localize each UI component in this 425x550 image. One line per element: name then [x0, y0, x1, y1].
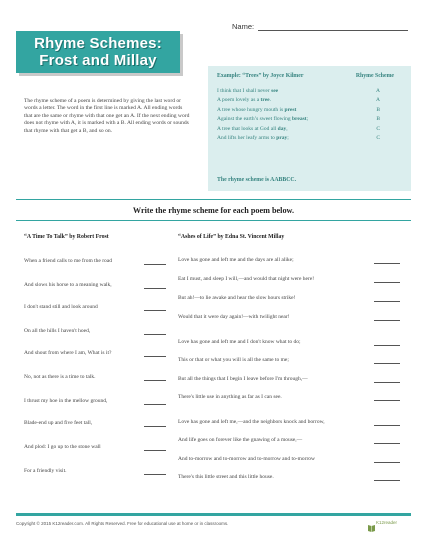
poem-line: For a friendly visit. — [24, 468, 67, 474]
poem-line: When a friend calls to me from the road — [24, 258, 112, 264]
rhyme-answer-blank[interactable] — [144, 426, 166, 427]
rhyme-answer-blank[interactable] — [374, 320, 400, 321]
example-line — [217, 126, 402, 135]
rhyme-scheme-heading: Rhyme Scheme — [355, 73, 394, 79]
rhyme-word: prest — [284, 106, 297, 113]
logo-text: K12reader — [376, 520, 398, 525]
rhyme-answer-blank[interactable] — [374, 301, 400, 302]
title-line-1: Rhyme Schemes: — [34, 35, 162, 52]
rhyme-answer-blank[interactable] — [374, 282, 400, 283]
poem-line: I don't stand still and look around — [24, 304, 98, 310]
rhyme-answer-blank[interactable] — [144, 474, 166, 475]
poem-line: I thrust my hoe in the mellow ground, — [24, 398, 108, 404]
example-line-text: A tree that looks at God all day, — [217, 125, 288, 132]
rhyme-word: pray — [276, 134, 288, 141]
rhyme-answer-blank[interactable] — [144, 264, 166, 265]
example-title: Example: “Trees” by Joyce Kilmer — [217, 73, 304, 79]
poem-line: Eat I must, and sleep I will,—and would that night were here! — [178, 276, 315, 282]
rhyme-answer-blank[interactable] — [144, 380, 166, 381]
rhyme-answer-blank[interactable] — [374, 382, 400, 383]
rhyme-answer-blank[interactable] — [144, 310, 166, 311]
rhyme-answer-blank[interactable] — [144, 450, 166, 451]
poem-line: And to-morrow and to-morrow and to-morrow and to-morrow — [178, 456, 316, 462]
example-box — [208, 66, 411, 191]
rhyme-letter: B — [376, 106, 380, 113]
title-line-2: Frost and Millay — [39, 52, 157, 69]
rhyme-answer-blank[interactable] — [144, 356, 166, 357]
rhyme-answer-blank[interactable] — [144, 334, 166, 335]
rhyme-answer-blank[interactable] — [374, 462, 400, 463]
poem-line: And life goes on forever like the gnawing of a mouse,— — [178, 437, 303, 443]
footer-bar — [16, 513, 411, 516]
example-line-text: I think that I shall never see — [217, 88, 279, 94]
example-line — [217, 135, 402, 144]
rhyme-letter: A — [376, 88, 380, 94]
poem-line: Love has gone and left me,—and the neighbors knock and borrow, — [178, 419, 325, 425]
example-line-text: Against the earth’s sweet flowing breast; — [217, 116, 309, 123]
name-field[interactable] — [232, 22, 408, 36]
poem2-title: “Ashes of Life” by Edna St. Vincent Millay — [178, 234, 285, 240]
rhyme-answer-blank[interactable] — [144, 404, 166, 405]
example-line-text: A tree whose hungry mouth is prest — [217, 106, 297, 113]
rhyme-word: breast — [292, 116, 307, 123]
example-line — [217, 97, 402, 106]
poem-line: On all the hills I haven't hoed, — [24, 328, 91, 334]
rhyme-answer-blank[interactable] — [144, 288, 166, 289]
poem-line: And shout from where I am, What is it? — [24, 350, 112, 356]
poem-line: But all the things that I begin I leave before I'm through,— — [178, 376, 308, 382]
rhyme-answer-blank[interactable] — [374, 443, 400, 444]
k12reader-logo — [368, 519, 408, 527]
rhyme-word: see — [271, 88, 279, 94]
rhyme-answer-blank[interactable] — [374, 425, 400, 426]
copyright-text: Copyright © 2015 K12reader.com. All Rights Reserved. Free for educational use at home or in classrooms. — [16, 521, 229, 526]
worksheet-title — [16, 31, 180, 73]
rhyme-answer-blank[interactable] — [374, 363, 400, 364]
example-line — [217, 88, 402, 97]
example-line-text: A poem lovely as a tree. — [217, 97, 271, 104]
poem-line: And plod: I go up to the stone wall — [24, 444, 101, 450]
instruction-banner: Write the rhyme scheme for each poem below. — [16, 199, 411, 221]
poem1-title: “A Time To Talk” by Robert Frost — [24, 234, 109, 240]
poem-line: Would that it were day again!—with twilight near! — [178, 314, 290, 320]
rhyme-answer-blank[interactable] — [374, 480, 400, 481]
poem-line: But ah!—to lie awake and hear the slow hours strike! — [178, 295, 296, 301]
rhyme-letter: B — [376, 116, 380, 123]
example-lines — [217, 88, 402, 144]
rhyme-answer-blank[interactable] — [374, 263, 400, 264]
rhyme-answer-blank[interactable] — [374, 345, 400, 346]
name-underline[interactable] — [258, 30, 408, 31]
poem-line: There's little use in anything as far as I can see. — [178, 394, 282, 400]
example-header — [217, 73, 402, 79]
poem-line: Love has gone and left me and the days are all alike; — [178, 257, 294, 263]
rhyme-letter: A — [376, 97, 380, 104]
poem-line: Blade-end up and five feet tall, — [24, 420, 93, 426]
example-line — [217, 107, 402, 116]
intro-paragraph: The rhyme scheme of a poem is determined by giving the last word or words a letter. The word in the first line is marked A. All ending words that are the same or rhyme with that one get an A. If the next ending word does not rhyme with A, it is marked with a B. All ending words or sounds that rhyme with that get a B, and so on. — [24, 98, 190, 134]
rhyme-letter: C — [376, 134, 380, 141]
poem-line: No, not as there is a time to talk. — [24, 374, 96, 380]
name-label: Name: — [232, 22, 255, 31]
rhyme-word: day — [277, 125, 287, 132]
rhyme-answer-blank[interactable] — [374, 400, 400, 401]
poem-line: This or that or what you will is all the same to me; — [178, 357, 289, 363]
example-line — [217, 116, 402, 125]
rhyme-letter: C — [376, 125, 380, 132]
poem-line: There's this little street and this little house. — [178, 474, 274, 480]
example-conclusion: The rhyme scheme is AABBCC. — [217, 177, 297, 183]
poem-line: Love has gone and left me and I don't know what to do; — [178, 339, 301, 345]
rhyme-word: tree — [260, 97, 270, 104]
book-icon — [368, 524, 375, 532]
poem-line: And slows his horse to a meaning walk, — [24, 282, 112, 288]
example-line-text: And lifts her leafy arms to pray; — [217, 134, 289, 141]
